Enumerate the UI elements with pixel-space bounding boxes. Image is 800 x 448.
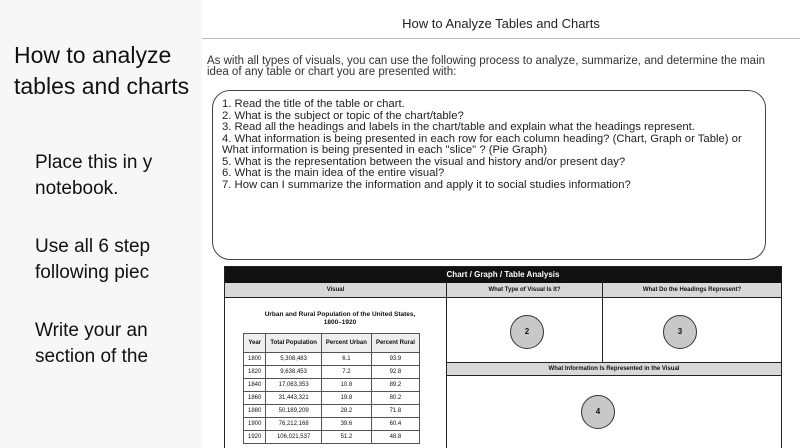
step-circle-3: 3 <box>663 315 697 349</box>
step-item: 1. Read the title of the table or chart. <box>222 98 405 110</box>
cell: 71.8 <box>371 405 419 418</box>
analysis-table <box>224 266 782 448</box>
step-item: 3. Read all the headings and labels in the chart/table and explain what the headings represent. <box>222 121 695 133</box>
info-header: What Information Is Represented in the Visual <box>447 362 781 376</box>
slide-title: How to analyze tables and charts <box>14 42 190 99</box>
cell: 50,189,209 <box>266 405 322 418</box>
worksheet-intro: As with all types of visuals, you can use the following process to analyze, summarize, and determine the main idea of any table or chart you are presented with: <box>207 55 766 78</box>
slide-text-line: notebook. <box>35 178 119 199</box>
table-header-row <box>244 334 420 353</box>
slide-text-line: Use all 6 step <box>35 236 151 257</box>
header-cell: Total Population <box>266 334 322 353</box>
cell: 1860 <box>244 392 266 405</box>
table-row <box>244 366 420 379</box>
slide-text-line: Place this in y <box>35 152 153 173</box>
cell: 1900 <box>244 418 266 431</box>
cell: 31,443,321 <box>266 392 322 405</box>
table-row <box>244 353 420 366</box>
step-item: 2. What is the subject or topic of the chart/table? <box>222 109 464 122</box>
table-row <box>244 418 420 431</box>
step-item: 4. What information is being presented in each row for each column heading? (Chart, Graph or Table) or What information is being presented in each "slice" ? (Pie Graph) <box>222 132 742 156</box>
cell: 9,638,453 <box>266 366 322 379</box>
cell: 17,063,353 <box>266 379 322 392</box>
cell: 60.4 <box>371 418 419 431</box>
slide-text-line: Write your an <box>35 320 148 341</box>
slide-text-line: following piec <box>35 262 150 283</box>
cell: 76,212,168 <box>266 418 322 431</box>
cell: 1840 <box>244 379 266 392</box>
cell: 19.8 <box>321 392 371 405</box>
worksheet-image <box>202 0 800 448</box>
slide-text-line: section of the <box>35 346 149 367</box>
step-item: 6. What is the main idea of the entire visual? <box>222 167 445 179</box>
cell: 39.6 <box>321 418 371 431</box>
cell: 89.2 <box>371 379 419 392</box>
analysis-table-header: Chart / Graph / Table Analysis <box>225 267 781 283</box>
cell: 1880 <box>244 405 266 418</box>
column-headings: What Do the Headings Represent? <box>603 283 781 298</box>
cell: 92.8 <box>371 366 419 379</box>
worksheet-header <box>202 0 800 39</box>
cell: 7.2 <box>321 366 371 379</box>
step-item: 7. How can I summarize the information and apply it to social studies information? <box>222 178 631 191</box>
cell: 28.2 <box>321 405 371 418</box>
table-row <box>244 392 420 405</box>
cell: 106,021,537 <box>266 431 322 444</box>
column-divider <box>602 283 603 362</box>
steps-list <box>222 99 762 191</box>
cell: 1920 <box>244 431 266 444</box>
header-cell: Year <box>244 334 266 353</box>
cell: 48.8 <box>371 431 419 444</box>
population-table-title: Urban and Rural Population of the United States, 1800–1920 <box>264 311 416 326</box>
cell: 51.2 <box>321 431 371 444</box>
cell: 10.8 <box>321 379 371 392</box>
column-visual-type: What Type of Visual Is It? <box>447 283 603 298</box>
cell: 93.9 <box>371 353 419 366</box>
cell: 5,308,483 <box>266 353 322 366</box>
header-cell: Percent Urban <box>321 334 371 353</box>
table-row <box>244 431 420 444</box>
header-cell: Percent Rural <box>371 334 419 353</box>
step-circle-4: 4 <box>581 395 615 429</box>
table-row <box>244 405 420 418</box>
worksheet-title: How to Analyze Tables and Charts <box>402 16 600 31</box>
cell: 1820 <box>244 366 266 379</box>
steps-box <box>212 90 766 260</box>
cell: 6.1 <box>321 353 371 366</box>
step-item: 5. What is the representation between the visual and history and/or present day? <box>222 155 626 168</box>
table-row <box>244 379 420 392</box>
cell: 1800 <box>244 353 266 366</box>
column-visual: Visual <box>225 283 447 298</box>
population-table <box>243 333 420 444</box>
step-circle-2: 2 <box>510 315 544 349</box>
cell: 80.2 <box>371 392 419 405</box>
